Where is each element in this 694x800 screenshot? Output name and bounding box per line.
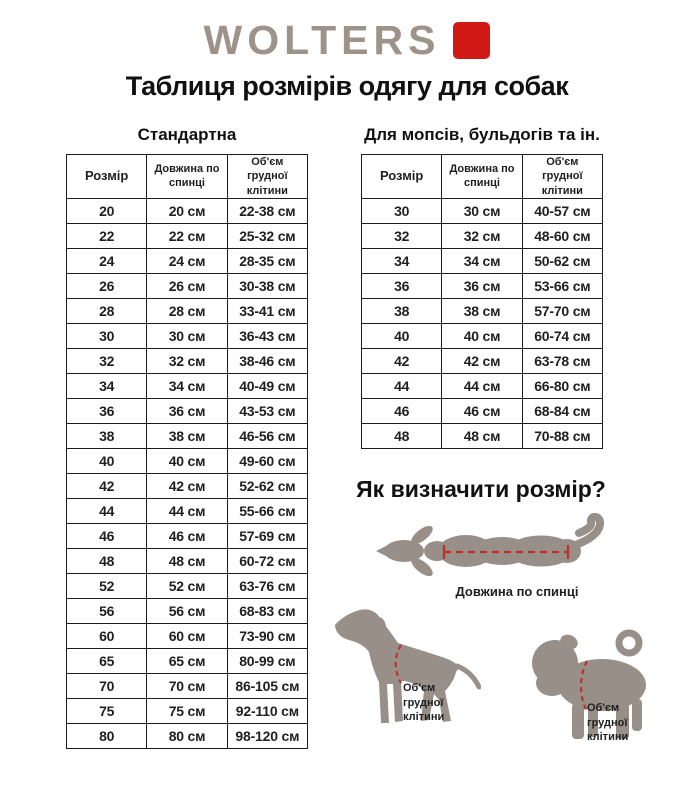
column-header: Розмір	[362, 155, 442, 199]
table-row	[67, 198, 308, 223]
table-row	[67, 498, 308, 523]
cell: 46	[67, 523, 147, 548]
cell: 24	[67, 248, 147, 273]
cell: 46-56 см	[227, 423, 307, 448]
table-row	[362, 323, 603, 348]
table-row	[362, 348, 603, 373]
cell: 66-80 см	[522, 373, 602, 398]
cell: 44 см	[147, 498, 227, 523]
table-row	[67, 298, 308, 323]
cell: 46	[362, 398, 442, 423]
cell: 50-62 см	[522, 248, 602, 273]
cell: 32	[362, 223, 442, 248]
pug-table-title: Для мопсів, бульдогів та ін.	[364, 125, 600, 144]
cell: 30-38 см	[227, 273, 307, 298]
cell: 65 см	[147, 648, 227, 673]
cell: 70	[67, 673, 147, 698]
cell: 42	[67, 473, 147, 498]
brand-logo	[0, 17, 694, 63]
cell: 42	[362, 348, 442, 373]
cell: 75 см	[147, 698, 227, 723]
cell: 40-49 см	[227, 373, 307, 398]
column-header: Розмір	[67, 155, 147, 199]
cell: 46 см	[147, 523, 227, 548]
cell: 80	[67, 723, 147, 748]
cell: 28-35 см	[227, 248, 307, 273]
cell: 73-90 см	[227, 623, 307, 648]
cell: 52	[67, 573, 147, 598]
cell: 46 см	[442, 398, 522, 423]
cell: 44	[362, 373, 442, 398]
back-length-label: Довжина по спинці	[455, 584, 579, 599]
cell: 32 см	[147, 348, 227, 373]
table-row	[362, 423, 603, 448]
cell: 32 см	[442, 223, 522, 248]
cell: 26 см	[147, 273, 227, 298]
table-row	[67, 423, 308, 448]
cell: 22 см	[147, 223, 227, 248]
brand-logo-square-icon	[453, 22, 490, 59]
cell: 42 см	[442, 348, 522, 373]
table-row	[67, 323, 308, 348]
cell: 60	[67, 623, 147, 648]
cell: 98-120 см	[227, 723, 307, 748]
cell: 20 см	[147, 198, 227, 223]
table-row	[67, 623, 308, 648]
table-row	[67, 273, 308, 298]
cell: 30	[362, 198, 442, 223]
table-row	[67, 373, 308, 398]
cell: 70 см	[147, 673, 227, 698]
page-title: Таблиця розмірів одягу для собак	[125, 71, 569, 101]
cell: 55-66 см	[227, 498, 307, 523]
cell: 48 см	[147, 548, 227, 573]
cell: 33-41 см	[227, 298, 307, 323]
cell: 30	[67, 323, 147, 348]
table-row	[67, 673, 308, 698]
cell: 44	[67, 498, 147, 523]
column-header: Довжина по спинці	[442, 155, 522, 199]
cell: 68-83 см	[227, 598, 307, 623]
cell: 52-62 см	[227, 473, 307, 498]
standard-size-table-block	[66, 125, 308, 749]
cell: 40 см	[442, 323, 522, 348]
column-header: Об'єм грудної клітини	[227, 155, 307, 199]
cell: 36	[67, 398, 147, 423]
cell: 34 см	[147, 373, 227, 398]
table-row	[67, 398, 308, 423]
cell: 25-32 см	[227, 223, 307, 248]
cell: 44 см	[442, 373, 522, 398]
cell: 70-88 см	[522, 423, 602, 448]
cell: 80-99 см	[227, 648, 307, 673]
pug-size-table-block	[361, 125, 603, 449]
table-row	[362, 273, 603, 298]
cell: 40	[362, 323, 442, 348]
table-row	[67, 523, 308, 548]
cell: 48	[67, 548, 147, 573]
cell: 86-105 см	[227, 673, 307, 698]
cell: 56	[67, 598, 147, 623]
column-header: Об'єм грудної клітини	[522, 155, 602, 199]
table-row	[362, 223, 603, 248]
brand-logo-text: WOLTERS	[203, 17, 441, 63]
cell: 38-46 см	[227, 348, 307, 373]
cell: 52 см	[147, 573, 227, 598]
table-row	[362, 248, 603, 273]
cell: 36-43 см	[227, 323, 307, 348]
header-row	[67, 155, 308, 199]
cell: 68-84 см	[522, 398, 602, 423]
cell: 38	[362, 298, 442, 323]
table-row	[67, 348, 308, 373]
standard-table-title: Стандартна	[137, 125, 237, 144]
cell: 49-60 см	[227, 448, 307, 473]
cell: 36 см	[442, 273, 522, 298]
table-row	[67, 648, 308, 673]
table-row	[67, 473, 308, 498]
table-row	[362, 398, 603, 423]
pug-size-table	[361, 154, 603, 449]
table-row	[67, 223, 308, 248]
cell: 40	[67, 448, 147, 473]
cell: 43-53 см	[227, 398, 307, 423]
cell: 56 см	[147, 598, 227, 623]
cell: 48 см	[442, 423, 522, 448]
cell: 32	[67, 348, 147, 373]
dog-top-view-silhouette	[374, 513, 614, 588]
table-row	[67, 573, 308, 598]
dog-top-view-body	[376, 517, 600, 579]
cell: 42 см	[147, 473, 227, 498]
table-row	[67, 248, 308, 273]
cell: 48-60 см	[522, 223, 602, 248]
cell: 63-76 см	[227, 573, 307, 598]
size-guide-title: Як визначити розмір?	[356, 476, 606, 502]
cell: 60-74 см	[522, 323, 602, 348]
cell: 38	[67, 423, 147, 448]
header-row	[362, 155, 603, 199]
cell: 34	[362, 248, 442, 273]
cell: 30 см	[147, 323, 227, 348]
standard-size-table	[66, 154, 308, 749]
cell: 75	[67, 698, 147, 723]
cell: 30 см	[442, 198, 522, 223]
cell: 38 см	[442, 298, 522, 323]
cell: 92-110 см	[227, 698, 307, 723]
cell: 57-69 см	[227, 523, 307, 548]
cell: 63-78 см	[522, 348, 602, 373]
cell: 34	[67, 373, 147, 398]
cell: 40-57 см	[522, 198, 602, 223]
cell: 22	[67, 223, 147, 248]
cell: 22-38 см	[227, 198, 307, 223]
column-header: Довжина по спинці	[147, 155, 227, 199]
table-row	[67, 698, 308, 723]
table-row	[67, 723, 308, 748]
cell: 60 см	[147, 623, 227, 648]
table-row	[67, 598, 308, 623]
cell: 57-70 см	[522, 298, 602, 323]
table-row	[67, 448, 308, 473]
chest-volume-label: Об'єм грудної клітини	[587, 702, 629, 744]
table-row	[362, 198, 603, 223]
cell: 34 см	[442, 248, 522, 273]
cell: 60-72 см	[227, 548, 307, 573]
table-row	[362, 298, 603, 323]
cell: 28 см	[147, 298, 227, 323]
chest-volume-label: Об'єм грудної клітини	[403, 682, 445, 724]
cell: 26	[67, 273, 147, 298]
cell: 53-66 см	[522, 273, 602, 298]
cell: 40 см	[147, 448, 227, 473]
cell: 28	[67, 298, 147, 323]
cell: 65	[67, 648, 147, 673]
table-row	[362, 373, 603, 398]
cell: 20	[67, 198, 147, 223]
cell: 24 см	[147, 248, 227, 273]
cell: 48	[362, 423, 442, 448]
cell: 80 см	[147, 723, 227, 748]
cell: 36	[362, 273, 442, 298]
table-row	[67, 548, 308, 573]
cell: 36 см	[147, 398, 227, 423]
cell: 38 см	[147, 423, 227, 448]
